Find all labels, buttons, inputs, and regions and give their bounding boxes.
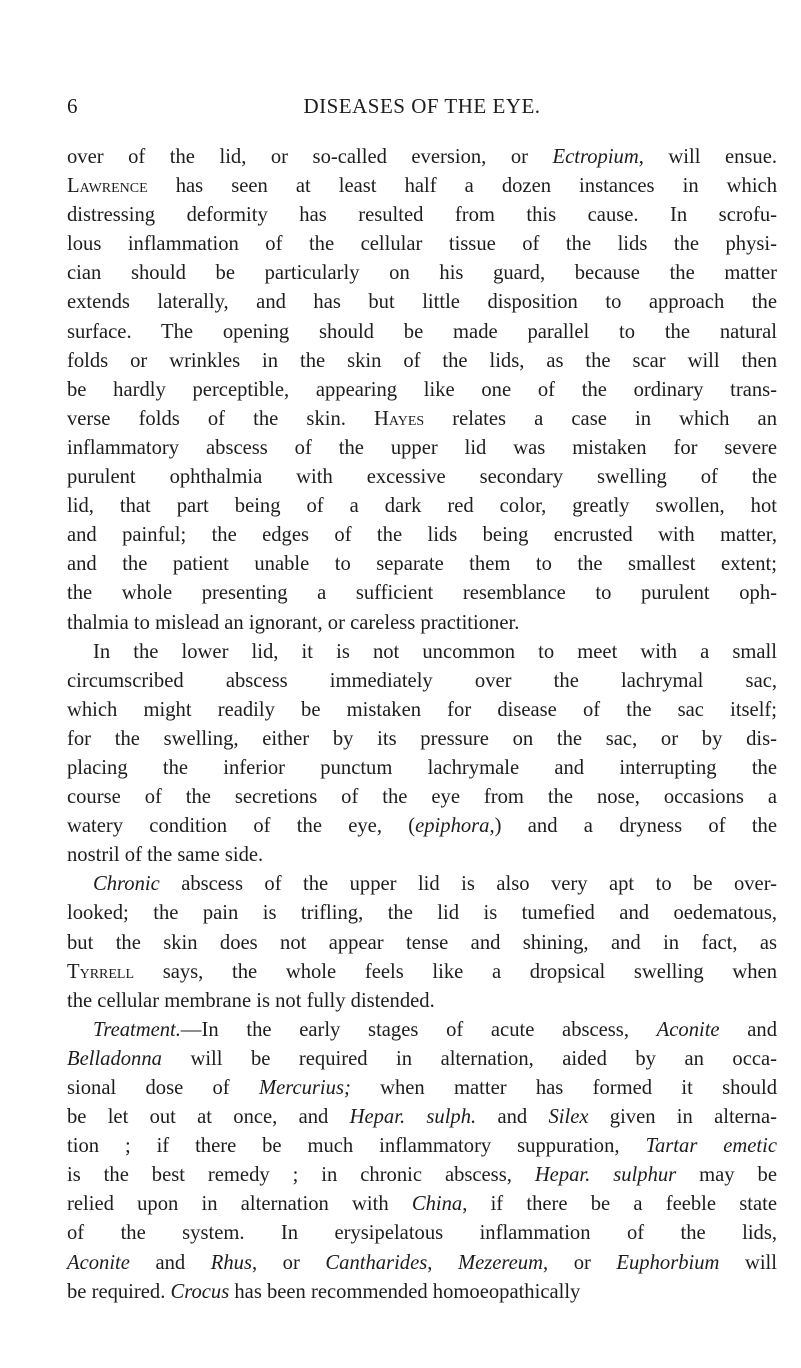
text-line: distressing deformity has resulted from this cause. In scrofu- [67, 204, 777, 227]
text-line: relied upon in alternation with China, if there be a feeble state [67, 1193, 778, 1216]
text-line: which might readily be mistaken for disease of the sac itself; [67, 698, 777, 721]
text-line: be let out at once, and Hepar. sulph. and Silex given in alterna- [67, 1106, 777, 1129]
text-line: surface. The opening should be made parallel to the natural [67, 320, 777, 343]
text-line: watery condition of the eye, (epiphora,) and a dryness of the [67, 815, 777, 838]
text-line: the cellular membrane is not fully distended. [67, 989, 435, 1012]
text-line: Aconite and Rhus, or Cantharides, Mezereum, or Euphorbium will [67, 1251, 777, 1274]
text-line: course of the secretions of the eye from the nose, occasions a [67, 786, 777, 809]
running-head [67, 91, 777, 121]
page-number: 6 [67, 94, 78, 118]
text-line: cian should be particularly on his guard, because the matter [67, 262, 777, 285]
text-line: of the system. In erysipelatous inflammation of the lids, [67, 1222, 777, 1245]
text-line: inflammatory abscess of the upper lid was mistaken for severe [67, 436, 777, 459]
text-line: and the patient unable to separate them to the smallest extent; [67, 553, 777, 576]
text-line: extends laterally, and has but little disposition to approach the [67, 291, 777, 314]
text-line: In the lower lid, it is not uncommon to meet with a small [93, 640, 777, 663]
text-line: thalmia to mislead an ignorant, or careless practitioner. [67, 611, 520, 634]
text-line: tion ; if there be much inflammatory suppuration, Tartar emetic [67, 1135, 777, 1158]
text-line: the whole presenting a sufficient resemblance to purulent oph- [67, 582, 777, 605]
text-line: purulent ophthalmia with excessive secondary swelling of the [67, 466, 777, 489]
text-line: Belladonna will be required in alternation, aided by an occa- [67, 1047, 777, 1070]
text-line: be hardly perceptible, appearing like one of the ordinary trans- [67, 378, 777, 401]
text-line: lid, that part being of a dark red color, greatly swollen, hot [67, 495, 777, 518]
text-line: verse folds of the skin. Hayes relates a case in which an [67, 407, 777, 430]
text-line: circumscribed abscess immediately over the lachrymal sac, [67, 669, 777, 692]
text-line: but the skin does not appear tense and shining, and in fact, as [67, 931, 777, 954]
text-line: folds or wrinkles in the skin of the lids, as the scar will then [67, 349, 777, 372]
text-line: is the best remedy ; in chronic abscess, Hepar. sulphur may be [67, 1164, 777, 1187]
running-title: DISEASES OF THE EYE. [303, 94, 541, 118]
text-line: Lawrence has seen at least half a dozen instances in which [67, 175, 777, 198]
body-text [67, 143, 777, 1307]
text-line: Chronic abscess of the upper lid is also very apt to be over- [93, 873, 777, 896]
text-line: Treatment.—In the early stages of acute abscess, Aconite and [93, 1018, 778, 1041]
text-line: and painful; the edges of the lids being encrusted with matter, [67, 524, 777, 547]
text-line: lous inflammation of the cellular tissue of the lids the physi- [67, 233, 777, 256]
text-line: be required. Crocus has been recommended homoeopathically [67, 1280, 581, 1303]
text-line: for the swelling, either by its pressure on the sac, or by dis- [67, 727, 777, 750]
text-line: nostril of the same side. [67, 844, 264, 867]
text-line: Tyrrell says, the whole feels like a dropsical swelling when [67, 960, 777, 983]
text-line: placing the inferior punctum lachrymale and interrupting the [67, 756, 777, 779]
text-line: over of the lid, or so-called eversion, or Ectropium, will ensue. [67, 146, 777, 168]
text-line: sional dose of Mercurius; when matter has formed it should [67, 1077, 777, 1099]
text-line: looked; the pain is trifling, the lid is tumefied and oedematous, [67, 902, 777, 925]
